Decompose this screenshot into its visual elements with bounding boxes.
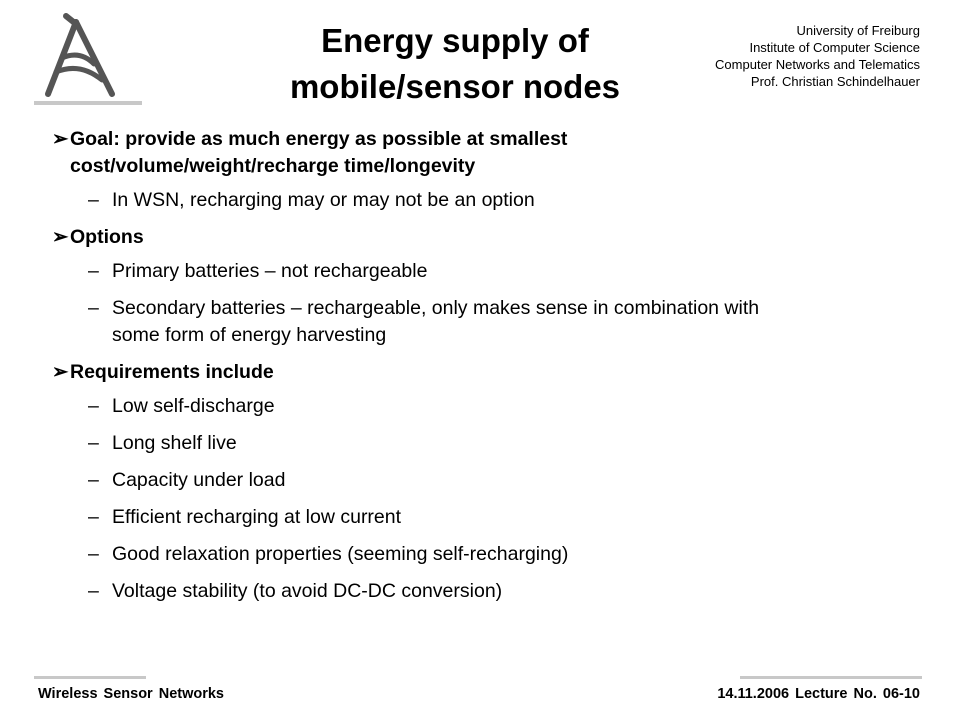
arrow-bullet-icon: ➢ [52,128,69,150]
sub-item-text: Long shelf live [112,432,237,454]
requirements-label: Requirements include [70,361,274,383]
sub-item-text: Voltage stability (to avoid DC-DC conversion) [112,580,503,602]
goal-line-1: Goal: provide as much energy as possible at smallest [70,128,568,150]
title-line-1: Energy supply of [321,22,589,59]
arrow-bullet-icon: ➢ [52,361,69,383]
dash-bullet-icon: – [88,506,99,528]
sub-item-text: Efficient recharging at low current [112,506,402,528]
slide-content [52,126,912,615]
options-label: Options [70,226,144,248]
dash-bullet-icon: – [88,189,99,211]
affiliation-group: Computer Networks and Telematics [715,57,920,72]
affiliation-institute: Institute of Computer Science [749,40,920,55]
affiliation-professor: Prof. Christian Schindelhauer [750,74,920,89]
logo-divider [34,101,142,105]
sub-item-text: In WSN, recharging may or may not be an option [112,189,535,211]
dash-bullet-icon: – [88,543,99,565]
sub-item-requirements-3 [88,467,912,494]
sub-item-text-line-1: Secondary batteries – rechargeable, only makes sense in combination with [112,297,760,319]
sub-item-goal-1 [88,187,912,214]
sub-item-options-2 [88,295,912,349]
dash-bullet-icon: – [88,395,99,417]
title-line-2: mobile/sensor nodes [289,68,621,105]
dash-bullet-icon: – [88,260,99,282]
sub-item-text-line-2: some form of energy harvesting [112,324,387,346]
footer-course-title: Wireless Sensor Networks [38,686,225,702]
sub-item-text: Low self-discharge [112,395,275,417]
freiburg-logo-icon [34,10,144,110]
dash-bullet-icon: – [88,432,99,454]
arrow-bullet-icon: ➢ [52,226,69,248]
bullet-requirements [52,359,912,386]
sub-item-requirements-5 [88,541,912,568]
sub-item-requirements-2 [88,430,912,457]
dash-bullet-icon: – [88,469,99,491]
sub-item-text: Primary batteries – not rechargeable [112,260,428,282]
slide-title [190,18,720,110]
footer-lecture-info: 14.11.2006 Lecture No. 06-10 [717,686,920,702]
sub-item-text: Good relaxation properties (seeming self-recharging) [112,543,569,565]
dash-bullet-icon: – [88,297,99,319]
bullet-options [52,224,912,251]
sub-item-requirements-1 [88,393,912,420]
sub-item-options-1 [88,258,912,285]
affiliation-university: University of Freiburg [796,23,920,38]
dash-bullet-icon: – [88,580,99,602]
sub-item-requirements-6 [88,578,912,605]
goal-line-2: cost/volume/weight/recharge time/longevity [70,155,476,177]
sub-item-requirements-4 [88,504,912,531]
affiliation-block [715,22,920,90]
sub-item-text: Capacity under load [112,469,286,491]
footer-divider-right [740,676,922,679]
bullet-goal [52,126,912,180]
footer-divider-left [34,676,146,679]
